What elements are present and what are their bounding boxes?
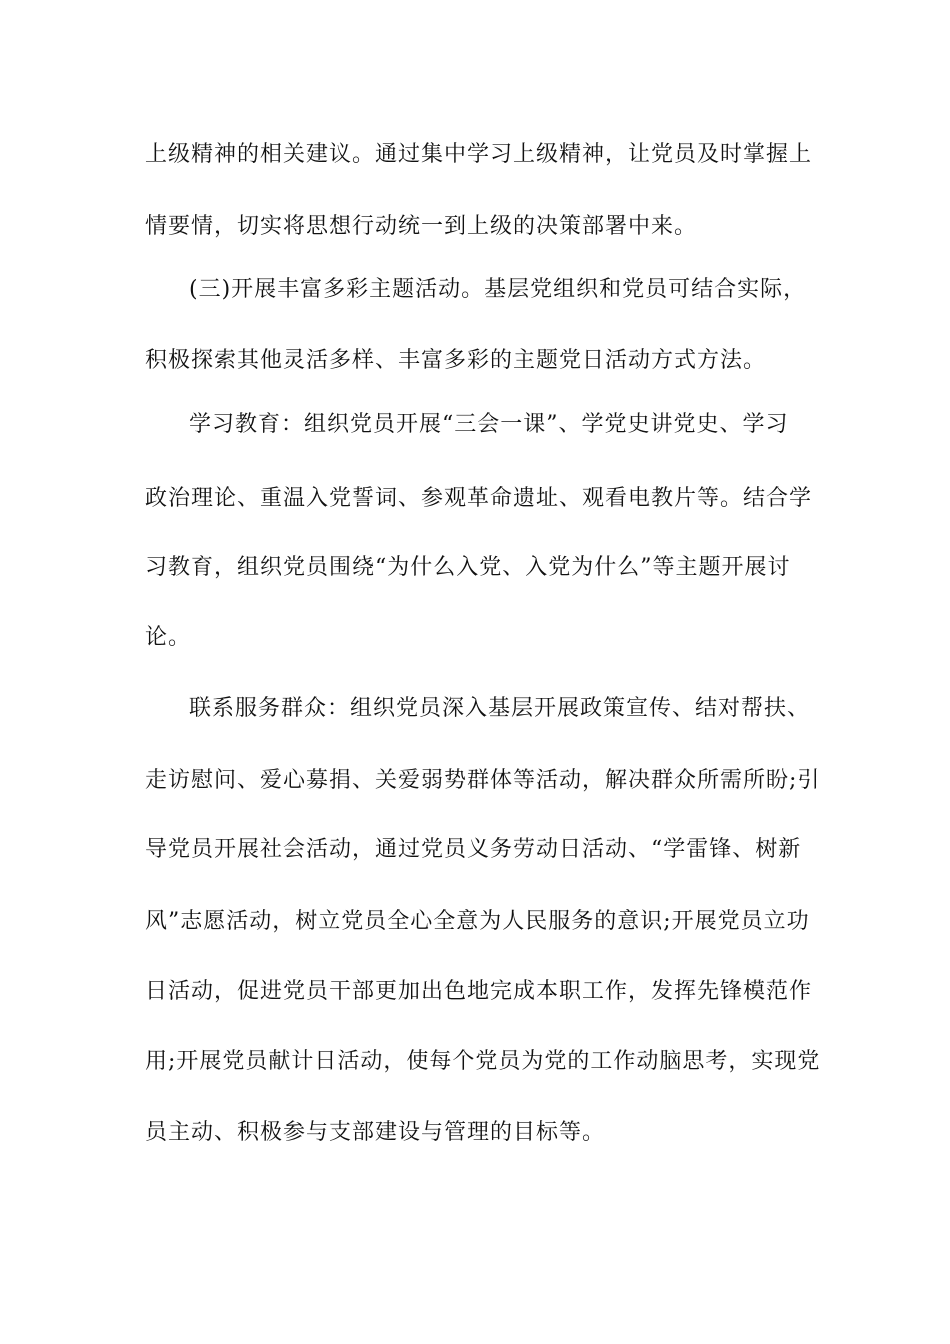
- body-text-line: 积极探索其他灵活多样、丰富多彩的主题党日活动方式方法。: [145, 348, 767, 373]
- body-text-line: 习教育，组织党员围绕“为什么入党、入党为什么”等主题开展讨: [145, 555, 791, 580]
- section-heading: (三)开展丰富多彩主题活动。基层党组织和党员可结合实际，: [189, 277, 807, 302]
- body-text-line: 日活动，促进党员干部更加出色地完成本职工作，发挥先锋模范作: [145, 979, 813, 1004]
- body-text-line: 用;开展党员献计日活动，使每个党员为党的工作动脑思考，实现党: [145, 1049, 821, 1074]
- body-text-line: 论。: [145, 625, 192, 650]
- body-text-line: 情要情，切实将思想行动统一到上级的决策部署中来。: [145, 214, 698, 239]
- paragraph-start-line: 联系服务群众：组织党员深入基层开展政策宣传、结对帮扶、: [189, 696, 811, 721]
- body-text-line: 员主动、积极参与支部建设与管理的目标等。: [145, 1120, 606, 1145]
- body-text-line: 走访慰问、爱心募捐、关爱弱势群体等活动，解决群众所需所盼;引: [145, 768, 821, 793]
- body-text-line: 上级精神的相关建议。通过集中学习上级精神，让党员及时掌握上: [145, 142, 813, 167]
- body-text-line: 导党员开展社会活动，通过党员义务劳动日活动、“学雷锋、树新: [145, 837, 802, 862]
- paragraph-start-line: 学习教育：组织党员开展“三会一课”、学党史讲党史、学习: [189, 412, 789, 437]
- body-text-line: 风”志愿活动，树立党员全心全意为人民服务的意识;开展党员立功: [145, 909, 810, 934]
- body-text-line: 政治理论、重温入党誓词、参观革命遗址、观看电教片等。结合学: [145, 486, 813, 511]
